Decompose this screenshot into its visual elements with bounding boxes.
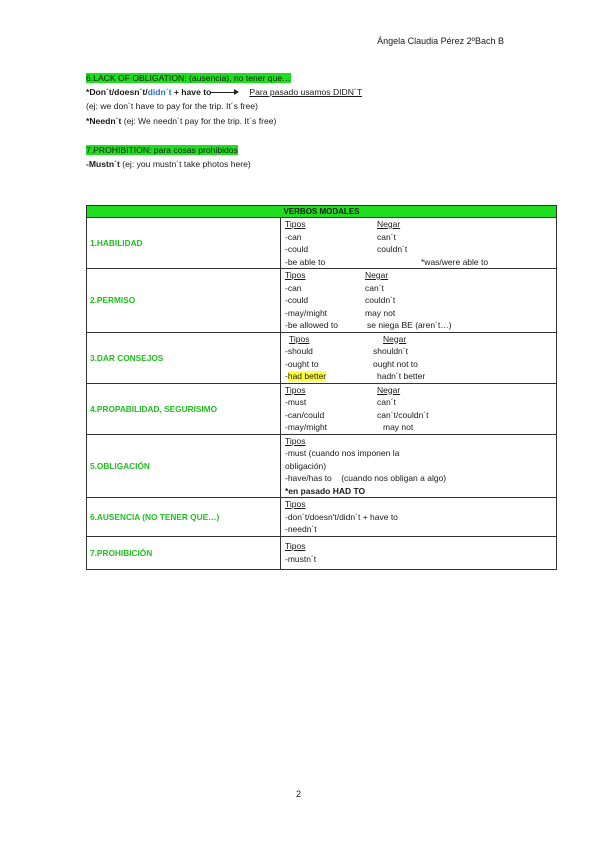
rule-didnt: didn´t bbox=[147, 87, 172, 97]
negation: ought not to bbox=[373, 358, 418, 369]
section-6-example-1: (ej: we don´t have to pay for the trip. It´s free) bbox=[86, 101, 258, 111]
table-row bbox=[87, 218, 557, 269]
section-6-example-2 bbox=[86, 115, 276, 127]
category-prohibicion: 7.PROHIBICIÓN bbox=[87, 536, 281, 569]
verbs-cell bbox=[281, 536, 557, 569]
rule-suffix: + have to bbox=[171, 87, 212, 97]
tipos-label: Tipos bbox=[285, 499, 306, 509]
negation: may not bbox=[383, 422, 414, 432]
table-row bbox=[87, 269, 557, 333]
tipos-label: Tipos bbox=[285, 270, 306, 280]
category-permiso: 2.PERMISO bbox=[87, 269, 281, 333]
needn-t-label: *Needn´t bbox=[86, 116, 122, 126]
negar-label: Negar bbox=[383, 333, 407, 344]
category-obligacion: 5.OBLIGACIÓN bbox=[87, 434, 281, 498]
verb: -must bbox=[285, 397, 307, 407]
rule-prefix: *Don´t/doesn´t/ bbox=[86, 87, 148, 97]
negation: can´t bbox=[365, 282, 384, 293]
category-dar-consejos: 3.DAR CONSEJOS bbox=[87, 332, 281, 383]
table-row bbox=[87, 434, 557, 498]
negation: *was/were able to bbox=[421, 256, 489, 267]
negation: can´t bbox=[377, 397, 396, 407]
negar-label: Negar bbox=[377, 219, 401, 229]
verb: -needn´t bbox=[285, 524, 317, 534]
mustn-t-example: (ej: you mustn´t take photos here) bbox=[119, 159, 251, 169]
verb: -be able to bbox=[285, 256, 326, 267]
rule-note: Para pasado usamos DIDN´T bbox=[249, 87, 363, 97]
category-ausencia: 6.AUSENCIA (NO TENER QUE…) bbox=[87, 498, 281, 537]
negation: couldn´t bbox=[377, 244, 408, 254]
verb: -could bbox=[285, 295, 309, 305]
modal-verbs-table bbox=[86, 205, 557, 570]
negation: couldn´t bbox=[365, 295, 396, 305]
section-7-title bbox=[86, 144, 238, 156]
negation: se niega BE (aren´t…) bbox=[367, 320, 452, 330]
table-row bbox=[87, 332, 557, 383]
past-note: *en pasado HAD TO bbox=[285, 485, 366, 496]
section-6-rule bbox=[86, 86, 362, 98]
verb: -could bbox=[285, 244, 309, 254]
negar-label: Negar bbox=[377, 384, 401, 395]
verb: -don´t/doesn't/didn´t + have to bbox=[285, 511, 398, 522]
mustn-t-label: -Mustn´t bbox=[86, 159, 120, 169]
tipos-label: Tipos bbox=[285, 219, 306, 229]
table-row bbox=[87, 383, 557, 434]
arrow-right-icon bbox=[211, 92, 235, 93]
needn-t-example: (ej: We needn´t pay for the trip. It´s free) bbox=[121, 116, 277, 126]
section-7-title-text: 7.PROHIBITION: para cosas prohibidos bbox=[86, 145, 238, 155]
verbs-cell bbox=[281, 218, 557, 269]
table-row bbox=[87, 536, 557, 569]
table-row bbox=[87, 498, 557, 537]
verbs-cell bbox=[281, 332, 557, 383]
verbs-cell bbox=[281, 434, 557, 498]
verb: -should bbox=[285, 346, 313, 356]
negation: hadn´t better bbox=[377, 371, 426, 381]
verb: -must (cuando nos imponen la bbox=[285, 448, 400, 458]
verb: -mustn´t bbox=[285, 553, 317, 564]
had-better-highlight: had better bbox=[287, 371, 327, 381]
table-header-row bbox=[87, 206, 557, 218]
section-6-title-text: 6.LACK OF OBLIGATION: (ausencia), no tener que… bbox=[86, 73, 291, 83]
page-number: 2 bbox=[296, 789, 302, 799]
section-6-title bbox=[86, 72, 291, 84]
negar-label: Negar bbox=[365, 270, 389, 280]
section-7-example bbox=[86, 158, 251, 170]
verbs-cell bbox=[281, 498, 557, 537]
verb: -can bbox=[285, 231, 302, 242]
verbs-cell bbox=[281, 269, 557, 333]
verb: -can bbox=[285, 282, 302, 293]
verb: -may/might bbox=[285, 307, 328, 318]
negation: may not bbox=[365, 307, 396, 318]
table-header: VERBOS MODALES bbox=[87, 206, 557, 218]
verb: -can/could bbox=[285, 409, 325, 420]
tipos-label: Tipos bbox=[285, 384, 306, 395]
category-probabilidad: 4.PROPABILIDAD, SEGURISIMO bbox=[87, 383, 281, 434]
verb: -be allowed to bbox=[285, 320, 338, 330]
tipos-label: Tipos bbox=[289, 333, 310, 344]
negation: shouldn´t bbox=[373, 346, 408, 356]
negation: can´t/couldn´t bbox=[377, 409, 429, 420]
verb-continuation: obligación) bbox=[285, 460, 327, 471]
category-habilidad: 1.HABILIDAD bbox=[87, 218, 281, 269]
verb: -may/might bbox=[285, 422, 328, 432]
verb: -have/has to (cuando nos obligan a algo) bbox=[285, 473, 447, 483]
tipos-label: Tipos bbox=[285, 435, 306, 446]
verbs-cell bbox=[281, 383, 557, 434]
verb: -had better bbox=[285, 371, 327, 381]
negation: can´t bbox=[377, 231, 396, 242]
verb: -ought to bbox=[285, 358, 319, 369]
author-header: Ángela Claudia Pérez 2ºBach B bbox=[377, 36, 504, 46]
tipos-label: Tipos bbox=[285, 541, 306, 551]
